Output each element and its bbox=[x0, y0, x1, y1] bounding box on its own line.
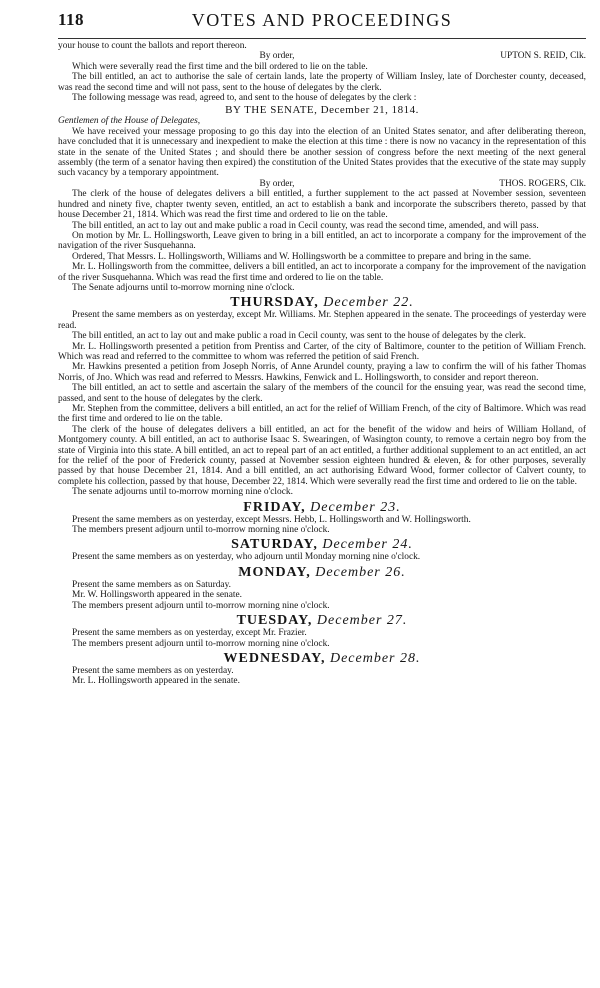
paragraph: The bill entitled, an act to lay out and make public a road in Cecil county, was sent to the house of delegates by the clerk. bbox=[72, 331, 526, 342]
paragraph: The bill entitled, an act to authorise the sale of certain lands, late the property of William Insley, late of Dorchester county, deceased, was read the second time and will not pass, sent to the house of delegates by the clerk. bbox=[58, 72, 586, 93]
paragraph: The clerk of the house of delegates delivers a bill entitled, an act for the benefit of the widow and heirs of William Holland, of Montgomery county. A bill entitled, an act to authorise Isaac S. Swearingen, of Wasington county, to remove a certain negro boy from the state of Virginia into this state. A bill entitled, an act to repeal part of an act entitled, a further additional supplement to an act entitled, an act for the relief of the poor of Frederick county, passed at November session eighteen hundred & eleven, & for other purposes, severally passed by that house December 21, 1814. And a bill entitled, an act authorising Edward Wood, former collector of Calvert county, to complete his collection, passed by that house, December 22, 1814. Which were severally read the first time and ordered to lie on the table. bbox=[58, 424, 586, 487]
signature-by-order: By order, bbox=[259, 51, 295, 62]
paragraph: The members present adjourn until to-morrow morning nine o'clock. bbox=[72, 638, 330, 649]
paragraph: The Senate adjourns until to-morrow morning nine o'clock. bbox=[72, 282, 295, 293]
page-header bbox=[58, 8, 586, 39]
paragraph: On motion by Mr. L. Hollingsworth, Leave given to bring in a bill entitled, an act to incorporate a company for the improvement of the navigation of the river Susquehanna. bbox=[58, 230, 586, 252]
day-heading bbox=[58, 613, 586, 628]
day-heading bbox=[58, 500, 586, 515]
paragraph: Mr. L. Hollingsworth from the committee, delivers a bill entitled, an act to incorporate a company for the improvement of the navigation of the river Susquehanna. Which was read the first time and ordered to lie on the table. bbox=[58, 262, 586, 283]
paragraph: Present the same members as on yesterday. bbox=[72, 665, 234, 676]
paragraph: The following message was read, agreed to, and sent to the house of delegates by the clerk : bbox=[72, 93, 417, 104]
day-heading bbox=[58, 537, 586, 552]
paragraph: The clerk of the house of delegates delivers a bill entitled, a further supplement to the act passed at November session, seventeen hundred and ninety five, chapter twenty seven, entitled, an act to establish a bank and incorporate the subscribers thereto, passed by that house December 21, 1814. Which was read the first time and ordered to lie on the table. bbox=[58, 189, 586, 221]
paragraph: Which were severally read the first time and the bill ordered to lie on the table. bbox=[72, 61, 368, 72]
day-heading-date: December 24. bbox=[322, 537, 413, 553]
day-heading bbox=[58, 651, 586, 666]
paragraph: Present the same members as on yesterday, except Mr. Williams. Mr. Stephen appeared in the senate. The proceedings of yesterday were read. bbox=[58, 310, 586, 331]
day-heading-weekday: TUESDAY, bbox=[236, 613, 313, 629]
day-heading-weekday: FRIDAY, bbox=[243, 499, 306, 515]
signature-clerk-name: THOS. ROGERS, Clk. bbox=[499, 178, 586, 189]
day-heading-date: December 22. bbox=[323, 295, 414, 311]
paragraph: your house to count the ballots and report thereon. bbox=[58, 41, 247, 51]
paragraph: The members present adjourn until to-morrow morning nine o'clock. bbox=[72, 525, 330, 536]
paragraph: Mr. Stephen from the committee, delivers a bill entitled, an act for the relief of William French, of the city of Baltimore. Which was read the first time and ordered to lie on the table. bbox=[58, 404, 586, 425]
paragraph: Mr. L. Hollingsworth presented a petition from Prentiss and Carter, of the city of Baltimore, counter to the petition of William French. Which was read and referred to the committee to whom was referred the petition of said French. bbox=[58, 341, 586, 362]
document-body bbox=[58, 39, 586, 687]
day-heading-weekday: MONDAY, bbox=[238, 564, 311, 580]
day-heading-date: December 28. bbox=[329, 650, 421, 666]
paragraph: Mr. W. Hollingsworth appeared in the senate. bbox=[72, 590, 243, 601]
paragraph: The members present adjourn until to-morrow morning nine o'clock. bbox=[72, 600, 330, 611]
running-head: VOTES AND PROCEEDINGS bbox=[191, 10, 453, 30]
day-heading-weekday: THURSDAY, bbox=[230, 295, 319, 311]
signature-by-order: By order, bbox=[259, 178, 295, 189]
paragraph: Present the same members as on yesterday, except Mr. Frazier. bbox=[72, 628, 307, 639]
signature-clerk-name: UPTON S. REID, Clk. bbox=[500, 51, 586, 62]
paragraph: We have received your message proposing to go this day into the election of an United States senator, and after deliberating thereon, have concluded that it is unnecessary and inexpedient to make the election at this time : there is now no vacancy in the representation of this state in the senate of the United States ; and should there be another session of congress before the next meeting of the next general assembly (the term of a senator having then expired) the constitution of the United States provides that the executive of the state may supply such vacancy by a temporary appointment. bbox=[58, 126, 586, 179]
paragraph: Mr. Hawkins presented a petition from Joseph Norris, of Anne Arundel county, praying a law to confirm the will of his father Thomas Norris, of Jno. Which was read and referred to Messrs. Hawkins, Fenwick and L. Hollingsworth, to consider and report thereon. bbox=[58, 362, 586, 383]
paragraph: Present the same members as on Saturday. bbox=[72, 579, 231, 590]
page-number: 118 bbox=[58, 10, 85, 29]
day-heading-date: December 27. bbox=[316, 613, 408, 629]
day-heading-weekday: WEDNESDAY, bbox=[223, 650, 326, 666]
message-heading: BY THE SENATE, December 21, 1814. bbox=[225, 104, 419, 117]
day-heading bbox=[58, 295, 586, 310]
paragraph: Present the same members as on yesterday, except Messrs. Hebb, L. Hollingsworth and W. Hollingsworth. bbox=[72, 514, 471, 525]
day-heading-date: December 23. bbox=[310, 499, 401, 515]
paragraph: Present the same members as on yesterday, who adjourn until Monday morning nine o'clock. bbox=[72, 552, 421, 563]
day-heading bbox=[58, 565, 586, 580]
salutation: Gentlemen of the House of Delegates, bbox=[58, 116, 201, 127]
paragraph: The bill entitled, an act to settle and ascertain the salary of the members of the council for the ensuing year, was read the second time, passed, and sent to the house of delegates by the clerk. bbox=[58, 383, 586, 404]
paragraph: The senate adjourns until to-morrow morning nine o'clock. bbox=[72, 487, 293, 498]
paragraph: Mr. L. Hollingsworth appeared in the senate. bbox=[72, 676, 240, 687]
signature-line bbox=[58, 51, 586, 61]
paragraph: Ordered, That Messrs. L. Hollingsworth, Williams and W. Hollingsworth be a committee to prepare and bring in the same. bbox=[72, 251, 532, 262]
day-heading-date: December 26. bbox=[315, 564, 406, 580]
paragraph: The bill entitled, an act to lay out and make public a road in Cecil county, was read the second time, amended, and will pass. bbox=[72, 220, 539, 231]
signature-line bbox=[58, 179, 586, 189]
day-heading-weekday: SATURDAY, bbox=[231, 537, 318, 553]
